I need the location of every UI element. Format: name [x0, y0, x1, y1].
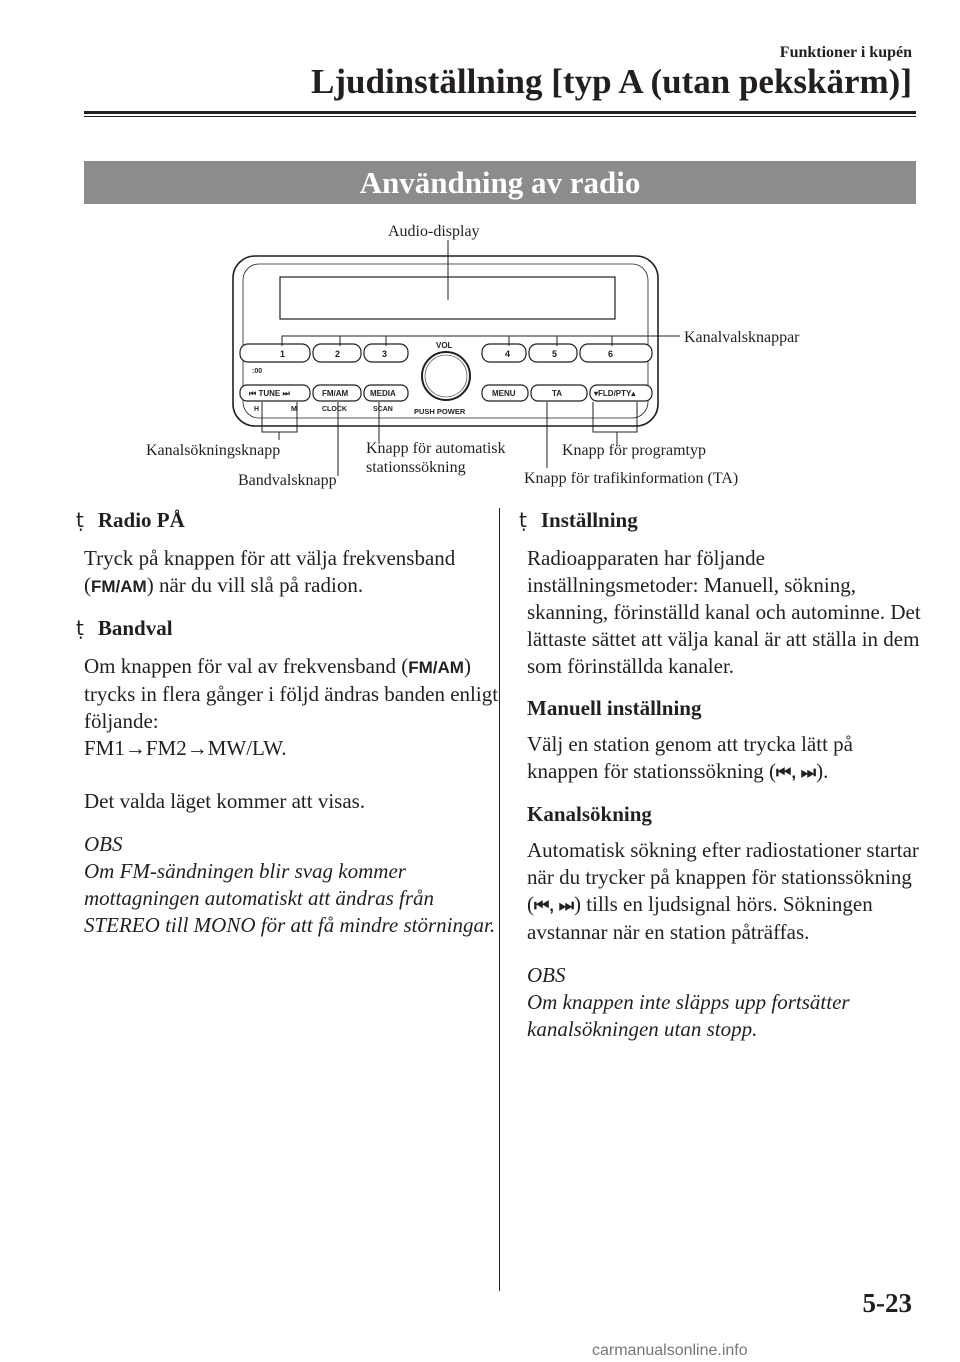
- preset-label-5: 5: [552, 349, 558, 359]
- left-column: [76, 508, 504, 939]
- preset-button-4[interactable]: [482, 344, 526, 362]
- heading-seek: Kanalsökning: [527, 802, 652, 826]
- tune-label: ⏮ TUNE ⏭: [249, 389, 290, 398]
- bullet-icon: ṭ: [76, 508, 84, 532]
- vol-label: VOL: [436, 341, 453, 350]
- page-title: Ljudinställning [typ A (utan pekskärm)]: [311, 62, 912, 101]
- audio-unit-diagram: [0, 210, 960, 500]
- push-power-label: PUSH POWER: [414, 407, 466, 416]
- text-mode-shown: Det valda läget kommer att visas.: [84, 789, 366, 813]
- seek-icons: ⏮, ⏭: [534, 896, 575, 915]
- fmam-button-ref: FM/AM: [408, 658, 464, 677]
- heading-tuning: ṭ Inställning: [519, 508, 638, 532]
- seek-icons: ⏮, ⏭: [776, 763, 817, 782]
- ta-label: TA: [552, 389, 563, 398]
- menu-label: MENU: [492, 389, 516, 398]
- header-section: Funktioner i kupén: [779, 44, 912, 61]
- obs-text-fm: Om FM-sändningen blir svag kommer mottagningen automatiskt att ändras från STEREO till MONO för att få mindre störningar.: [84, 859, 496, 937]
- text-band: Om knappen för val av frekvensband (FM/AM) trycks in flera gånger i följd ändras banden enligt följande:: [84, 654, 499, 733]
- media-label: MEDIA: [370, 389, 396, 398]
- fmam-button-ref: FM/AM: [91, 577, 147, 596]
- heading-manual: Manuell inställning: [527, 696, 702, 720]
- page-number: 5-23: [862, 1288, 912, 1318]
- preset-label-3: 3: [382, 349, 388, 359]
- m-label: M: [291, 406, 297, 413]
- right-column: [519, 508, 927, 1043]
- header-rule-thin: [84, 116, 916, 117]
- label-audio-display: Audio-display: [388, 223, 480, 240]
- label-ta-button: Knapp för trafikinformation (TA): [524, 470, 739, 487]
- fmam-label: FM/AM: [322, 389, 349, 398]
- heading-radio-on: ṭ Radio PÅ: [76, 508, 185, 532]
- text-manual: Välj en station genom att trycka lätt på knappen för stationssökning (⏮, ⏭).: [527, 732, 853, 783]
- clock-label: CLOCK: [322, 406, 347, 413]
- obs-label: OBS: [527, 963, 566, 987]
- scan-label: SCAN: [373, 406, 393, 413]
- label-auto-scan-1: Knapp för automatisk: [366, 440, 506, 457]
- h-label: H: [254, 406, 260, 413]
- preset-label-6: 6: [608, 349, 614, 359]
- text-seek: Automatisk sökning efter radiostationer startar när du trycker på knappen för stationssökning (⏮, ⏭) tills en ljudsignal hörs. Sökningen avstannar när en station påträffas.: [527, 838, 919, 944]
- obs-text-seek: Om knappen inte släpps upp fortsätter kanalsökningen utan stopp.: [527, 990, 850, 1041]
- label-band-button: Bandvalsknapp: [238, 472, 337, 489]
- fldpty-label: ▾FLD/PTY▴: [594, 389, 636, 398]
- label-channel-buttons: Kanalvalsknappar: [684, 329, 800, 346]
- label-seek-button: Kanalsökningsknapp: [146, 442, 281, 459]
- band-sequence: FM1→FM2→MW/LW.: [84, 736, 287, 760]
- preset-button-6[interactable]: [580, 344, 652, 362]
- obs-label: OBS: [84, 832, 123, 856]
- preset-label-4: 4: [505, 349, 511, 359]
- preset-label-2: 2: [335, 349, 341, 359]
- autominne-label: :00: [252, 368, 263, 375]
- label-program-type: Knapp för programtyp: [562, 442, 706, 459]
- text-radio-on: Tryck på knappen för att välja frekvensband (FM/AM) när du vill slå på radion.: [84, 546, 456, 597]
- preset-label-1: 1: [280, 349, 286, 359]
- volume-knob[interactable]: [422, 352, 470, 400]
- text-tuning: Radioapparaten har följande inställningsmetoder: Manuell, sökning, skanning, förinställd kanal och autominne. Det lättaste sättet att välja kanal är att ställa in dem som förinställda kanaler.: [527, 546, 921, 678]
- heading-band: ṭ Bandval: [76, 616, 173, 640]
- header-rule: [84, 111, 916, 114]
- watermark: carmanualsonline.info: [592, 1342, 748, 1359]
- bullet-icon: ṭ: [519, 508, 527, 532]
- label-auto-scan-2: stationssökning: [366, 459, 466, 476]
- section-banner: Användning av radio: [84, 161, 916, 204]
- preset-button-1[interactable]: [240, 344, 310, 362]
- bullet-icon: ṭ: [76, 616, 84, 640]
